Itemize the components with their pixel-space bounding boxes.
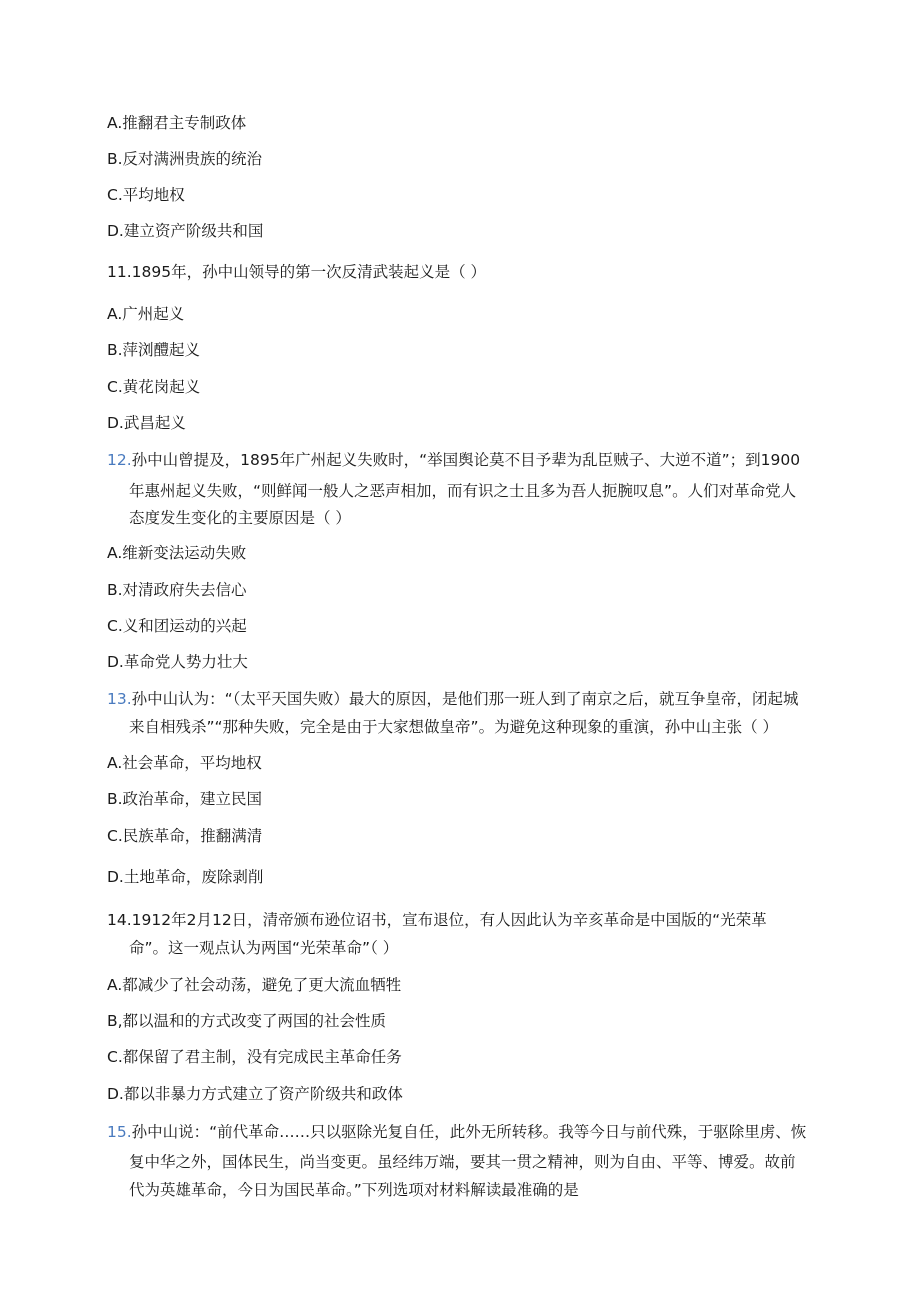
option-11-c: C.黄花岗起义	[107, 378, 201, 396]
question-13-stem: 13.孙中山认为：“（太平天国失败）最大的原因，是他们那一班人到了南京之后，就互争皇帝，闭起城	[107, 690, 799, 708]
question-number: 15.	[107, 1123, 132, 1141]
question-12-stem: 12.孙中山曾提及，1895年广州起义失败时，“举国舆论莫不目予辈为乱臣贼子、大逆不道”；到1900	[107, 451, 801, 469]
question-11-stem: 11.1895年，孙中山领导的第一次反清武装起义是（ ）	[107, 263, 487, 281]
question-13-stem-line-2: 来自相残杀”“那种失败，完全是由于大家想做皇帝”。为避免这种现象的重演，孙中山主张（ ）	[129, 718, 779, 736]
question-14-stem: 14.1912年2月12日，清帝颁布逊位诏书，宣布退位，有人因此认为辛亥革命是中国版的“光荣革	[107, 911, 767, 929]
option-13-c: C.民族革命，推翻满清	[107, 827, 263, 845]
question-15-stem: 15.孙中山说：“前代革命……只以驱除光复自任，此外无所转移。我等今日与前代殊，于驱除里虏、恢	[107, 1123, 807, 1141]
question-number: 13.	[107, 690, 132, 708]
option-13-b: B.政治革命，建立民国	[107, 790, 263, 808]
option-13-d: D.土地革命，废除剥削	[107, 868, 264, 886]
option-12-b: B.对清政府失去信心	[107, 581, 247, 599]
option-10-b: B.反对满洲贵族的统治	[107, 150, 263, 168]
option-11-b: B.萍浏醴起义	[107, 341, 201, 359]
option-12-d: D.革命党人势力壮大	[107, 653, 248, 671]
question-number: 12.	[107, 451, 132, 469]
option-10-d: D.建立资产阶级共和国	[107, 222, 264, 240]
question-15-stem-line-2: 复中华之外，国体民生，尚当变更。虽经纬万端，要其一贯之精神，则为自由、平等、博爱。故前	[129, 1153, 796, 1171]
question-12-stem-line-2: 年惠州起义失败，“则鲜闻一般人之恶声相加，而有识之士且多为吾人扼腕叹息”。人们对革命党人	[129, 482, 797, 500]
option-11-a: A.广州起义	[107, 305, 185, 323]
option-10-a: A.推翻君主专制政体	[107, 114, 247, 132]
option-11-d: D.武昌起义	[107, 414, 186, 432]
question-14-stem-line-2: 命”。这一观点认为两国“光荣革命”（ ）	[129, 939, 399, 957]
question-12-stem-line-3: 态度发生变化的主要原因是（ ）	[129, 509, 351, 527]
option-14-c: C.都保留了君主制，没有完成民主革命任务	[107, 1048, 402, 1066]
option-14-a: A.都减少了社会动荡，避免了更大流血牺牲	[107, 976, 402, 994]
option-12-c: C.义和团运动的兴起	[107, 617, 247, 635]
option-14-b: B,都以温和的方式改变了两国的社会性质	[107, 1012, 387, 1030]
option-14-d: D.都以非暴力方式建立了资产阶级共和政体	[107, 1085, 403, 1103]
option-10-c: C.平均地权	[107, 186, 185, 204]
question-15-stem-line-3: 代为英雄革命，今日为国民革命。”下列选项对材料解读最准确的是	[129, 1181, 579, 1199]
option-12-a: A.维新变法运动失败	[107, 544, 247, 562]
option-13-a: A.社会革命，平均地权	[107, 754, 262, 772]
